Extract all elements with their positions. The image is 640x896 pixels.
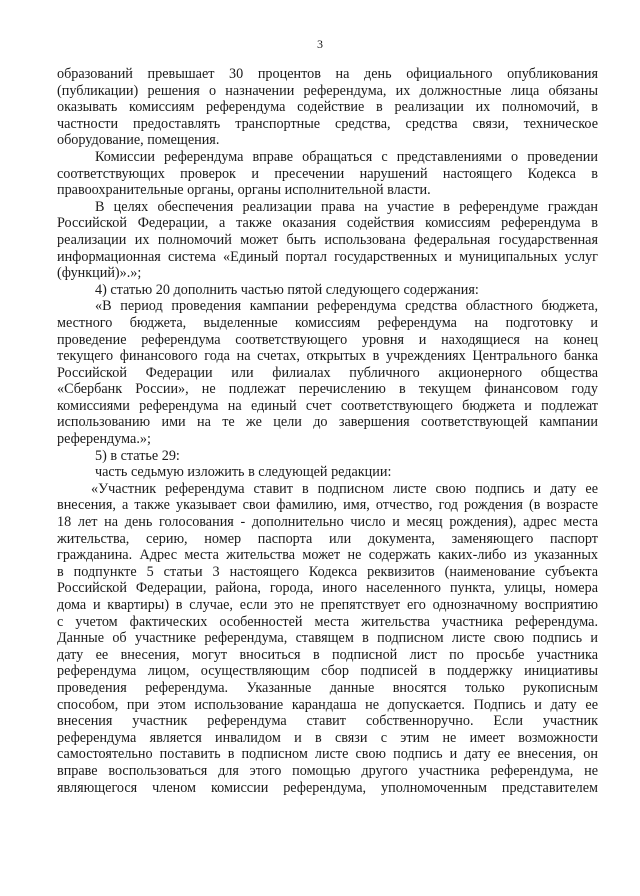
text-line: «Сбербанк России», не подлежат перечислению в текущем финансовом году [57, 381, 598, 398]
text-line: Российской Федерации, а также оказания содействия комиссиям референдума в [57, 215, 598, 232]
paragraph-p3 [57, 199, 598, 282]
text-line: референдума лицом, осуществляющим сбор подписей в поддержку инициативы [57, 663, 598, 680]
text-line: референдума является инвалидом и в связи с этим не имеет возможности [57, 729, 598, 746]
text-line: частности предоставлять транспортные средства, средства связи, техническое [57, 115, 598, 132]
text-line: оказывать комиссиям референдума содействие в реализации их полномочий, в [57, 99, 598, 116]
text-line: оборудование, помещения. [57, 132, 220, 149]
text-line: 18 лет на день голосования - дополнительно число и месяц рождения), адрес места [57, 514, 598, 531]
text-line: внесения, а также указывает свои фамилию, имя, отчество, год рождения (в возрасте [57, 497, 598, 514]
text-line: образований превышает 30 процентов на день официального опубликования [57, 66, 598, 82]
paragraph-p6 [57, 448, 598, 465]
text-line: Российской Федерации или филиалах публичного акционерного общества [57, 364, 598, 381]
document-body [57, 66, 598, 796]
text-line: правоохранительные органы, органы исполнительной власти. [57, 182, 431, 199]
text-line: самостоятельно поставить в подписном листе свою подпись и дату ее внесения, он [57, 746, 598, 763]
paragraph-p2 [57, 149, 598, 199]
text-line: использованию ими на те же цели до завершения соответствующей кампании [57, 414, 598, 431]
text-line: способом, при этом использование карандаша не допускается. Подпись и дату ее [57, 696, 598, 713]
text-line: «В период проведения кампании референдума средства областного бюджета, [95, 298, 598, 315]
text-line: 5) в статье 29: [95, 447, 180, 464]
text-line: соответствующих проверок и пресечении нарушений настоящего Кодекса в [57, 165, 598, 182]
text-line: референдума.»; [57, 431, 151, 448]
text-line: вправе воспользоваться для этого помощью другого участника референдума, не [57, 762, 598, 779]
paragraph-p7 [57, 464, 598, 481]
text-line: (функций)».»; [57, 265, 142, 282]
page-number: 3 [317, 37, 323, 51]
text-line: Данные об участнике референдума, ставящем в подписном листе свою подпись и [57, 630, 598, 647]
text-line: Российской Федерации, района, города, иного населенного пункта, улицы, номера [57, 580, 598, 597]
text-line: комиссиями референдума на единый счет соответствующего бюджета и подлежат [57, 397, 598, 414]
text-line: внесения участник референдума ставит собственноручно. Если участник [57, 713, 598, 730]
text-line: часть седьмую изложить в следующей редакции: [95, 464, 392, 481]
text-line: проведение референдума соответствующего уровня и находящиеся на конец [57, 331, 598, 348]
text-line: дома и квартиры) в случае, если это не препятствует его однозначному восприятию [57, 597, 598, 613]
text-line: дату ее внесения, могут вноситься в подписной лист по просьбе участника [57, 646, 598, 663]
text-line: гражданина. Адрес места жительства может не содержать каких-либо из указанных [57, 547, 598, 564]
text-line: 4) статью 20 дополнить частью пятой следующего содержания: [95, 281, 479, 298]
paragraph-p8 [57, 481, 598, 796]
text-line: жительства, серию, номер паспорта или документа, заменяющего паспорт [57, 530, 598, 547]
text-line: информационная система «Единый портал государственных и муниципальных услуг [57, 248, 598, 265]
text-line: (публикации) решения о назначении референдума, их должностные лица обязаны [57, 82, 598, 99]
text-line: с учетом фактических особенностей места жительства участника референдума. [57, 613, 598, 630]
text-line: проведения референдума. Указанные данные вносятся только рукописным [57, 679, 598, 696]
text-line: Комиссии референдума вправе обращаться с представлениями о проведении [95, 148, 598, 165]
paragraph-p5 [57, 298, 598, 447]
text-line: являющегося членом комиссии референдума, уполномоченным представителем [57, 779, 598, 796]
paragraph-p4 [57, 282, 598, 299]
text-line: реализации их полномочий может быть использована федеральная государственная [57, 231, 598, 248]
text-line: в подпункте 5 статьи 3 настоящего Кодекса реквизитов (наименование субъекта [57, 563, 598, 580]
paragraph-p1 [57, 66, 598, 149]
text-line: В целях обеспечения реализации права на участие в референдуме граждан [95, 198, 598, 215]
text-line: «Участник референдума ставит в подписном листе свою подпись и дату ее [91, 480, 598, 497]
text-line: текущего финансового года на счетах, открытых в учреждениях Центрального банка [57, 348, 598, 365]
text-line: местного бюджета, выделенные комиссиям референдума на подготовку и [57, 314, 598, 331]
